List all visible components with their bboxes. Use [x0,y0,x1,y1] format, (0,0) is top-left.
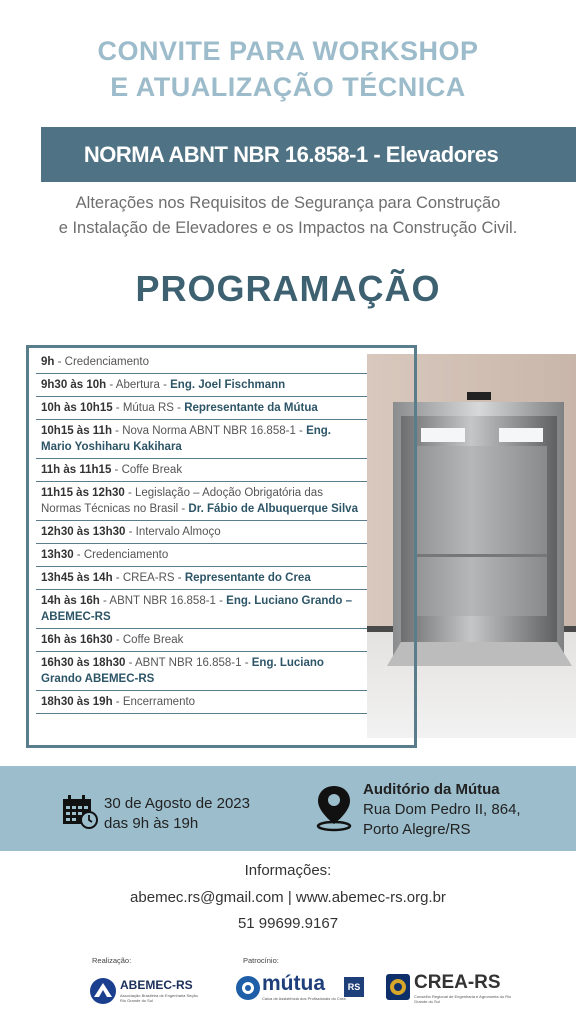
calendar-clock-icon [62,795,98,829]
schedule-row [36,351,367,374]
schedule-time: 12h30 às 13h30 [41,526,126,538]
mutua-logo-subtext: Caixa de Assistência dos Profissionais do Crea [262,996,346,1001]
crea-logo-text: CREA-RS [414,972,501,993]
schedule-desc: - ABNT NBR 16.858-1 - [99,595,227,607]
schedule-time: 9h30 às 10h [41,379,107,391]
email-website[interactable]: abemec.rs@gmail.com | www.abemec-rs.org.br [130,889,446,906]
schedule-time: 9h [41,356,55,368]
schedule-row [36,590,367,629]
crea-logo-subtext: Conselho Regional de Engenharia e Agronomia do Rio Grande do Sul [414,994,512,1004]
schedule-row [36,397,367,420]
schedule-row [36,567,367,590]
schedule-time: 11h15 às 12h30 [41,487,125,499]
schedule-list [36,351,367,714]
schedule-row [36,374,367,397]
schedule-time: 11h às 11h15 [41,464,112,476]
norma-title: NORMA ABNT NBR 16.858-1 - Elevadores [83,142,499,167]
schedule-speaker: Dr. Fábio de Albuquerque Silva [188,503,358,515]
schedule-speaker: Eng. Luciano Grando – ABEMEC-RS [41,595,353,623]
venue-name: Auditório da Mútua [363,781,500,798]
schedule-desc: - Nova Norma ABNT NBR 16.858-1 - [111,425,307,437]
phone-number[interactable]: 51 99699.9167 [237,915,339,932]
abemec-logo-icon [89,977,117,1005]
schedule-row [36,459,367,482]
subtitle-line1: Alterações nos Requisitos de Segurança para Construção [75,194,501,212]
schedule-speaker: Eng. Luciano Grando ABEMEC-RS [41,657,324,685]
norma-banner [41,127,576,182]
patrocinio-label: Patrocínio: [243,956,279,965]
schedule-speaker: Eng. Mario Yoshiharu Kakihara [41,425,331,453]
realizacao-label: Realização: [92,956,132,965]
schedule-desc: - Intervalo Almoço [125,526,221,538]
event-hours-line: das 9h às 19h [104,815,199,832]
schedule-desc: - CREA-RS - [112,572,185,584]
invite-title-line1: CONVITE PARA WORKSHOP [97,36,479,66]
schedule-speaker: Eng. Joel Fischmann [170,379,286,391]
schedule-row [36,521,367,544]
schedule-time: 16h às 16h30 [41,634,113,646]
crea-logo-icon [385,973,411,1001]
abemec-logo-subtext: Associação Brasileira de Engenharia Seção Rio Grande do Sul [120,993,198,1003]
schedule-time: 13h45 às 14h [41,572,113,584]
schedule-desc: - Mútua RS - [112,402,185,414]
schedule-desc: - ABNT NBR 16.858-1 - [125,657,252,669]
schedule-row [36,652,367,691]
schedule-time: 10h15 às 11h [41,425,112,437]
address-line2: Porto Alegre/RS [363,821,471,838]
schedule-row [36,482,367,521]
schedule-desc: - Encerramento [112,696,196,708]
schedule-time: 14h às 16h [41,595,100,607]
programacao-title: PROGRAMAÇÃO [135,268,441,309]
schedule-desc: - Credenciamento [54,356,150,368]
schedule-row [36,420,367,459]
schedule-time: 18h30 às 19h [41,696,113,708]
schedule-row [36,629,367,652]
event-date-line: 30 de Agosto de 2023 [104,795,250,812]
address-line1: Rua Dom Pedro II, 864, [363,801,521,818]
schedule-row [36,544,367,567]
location-pin-icon [315,784,353,832]
mutua-logo-icon [235,975,261,1001]
venue-address [363,800,521,840]
schedule-desc: - Coffe Break [111,464,183,476]
schedule-speaker: Representante do Crea [184,572,311,584]
info-label: Informações: [244,862,332,879]
abemec-logo-text: ABEMEC-RS [120,978,193,992]
schedule-time: 16h30 às 18h30 [41,657,126,669]
subtitle-line2: e Instalação de Elevadores e os Impactos na Construção Civil. [58,219,518,237]
schedule-desc: - Legislação – Adoção Obrigatória das Normas Técnicas no Brasil - [41,487,323,515]
schedule-desc: - Coffe Break [112,634,184,646]
schedule-desc: - Abertura - [106,379,171,391]
schedule-row [36,691,367,714]
schedule-desc: - Credenciamento [73,549,169,561]
invite-title-line2: E ATUALIZAÇÃO TÉCNICA [110,72,466,102]
mutua-rs-badge: RS [344,977,364,997]
schedule-speaker: Representante da Mútua [184,402,318,414]
event-date [104,794,250,834]
schedule-time: 10h às 10h15 [41,402,113,414]
mutua-logo-text: mútua [262,972,325,995]
schedule-time: 13h30 [41,549,74,561]
